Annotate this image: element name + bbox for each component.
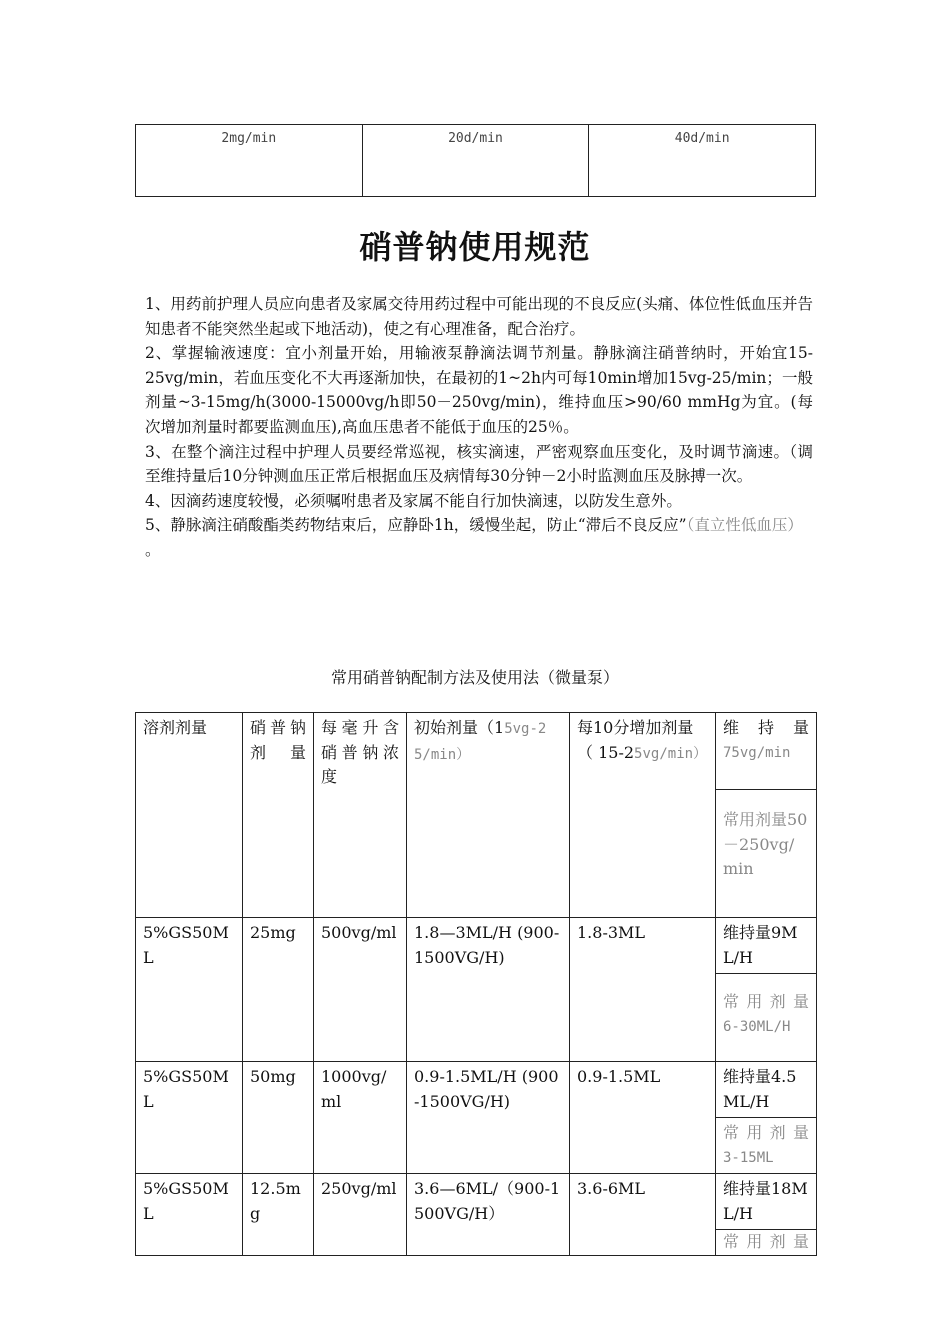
table-cell: 20d/min: [362, 125, 589, 197]
cell-dose: 50mg: [243, 1062, 314, 1174]
header-initial-a: 初始剂量（1: [414, 718, 505, 737]
header-increase-a: 每10分增加剂量（ 15-2: [577, 718, 694, 762]
cell-initial: 0.9-1.5ML/H (900-1500VG/H): [407, 1062, 570, 1174]
header-increase: [570, 713, 716, 918]
cell-solvent: 5%GS50ML: [136, 1062, 243, 1174]
cell-common: [716, 1230, 817, 1256]
cell-common: [716, 974, 817, 1062]
paragraph-2: 2、掌握输液速度：宜小剂量开始，用输液泵静滴法调节剂量。静脉滴注硝普纳时，开始宜15-25vg/min，若血压变化不大再逐渐加快，在最初的1~2h内可每10min增加15vg-25/min；一般剂量~3-15mg/h(3000-15000vg/h即50－250vg/min)，维持血压>90/60 mmHg为宜。(每次增加剂量时都要监测血压),高血压患者不能低于血压的25％。: [145, 344, 813, 436]
table-cell: 2mg/min: [136, 125, 363, 197]
header-dose: 硝普钠剂量: [243, 713, 314, 918]
paragraph-5-text: 5、静脉滴注硝酸酯类药物结束后，应静卧1h，缓慢坐起，防止“滞后不良反应”: [145, 516, 687, 535]
cell-common-label: 常用剂量: [723, 1232, 809, 1251]
header-concentration: 每毫升含硝普钠浓度: [314, 713, 407, 918]
header-increase-b: 5vg/min）: [634, 745, 708, 762]
table-header-row: [136, 713, 817, 790]
cell-common: [716, 1118, 817, 1174]
paragraph-1: 1、用药前护理人员应向患者及家属交待用药过程中可能出现的不良反应(头痛、体位性低血压并告知患者不能突然坐起或下地活动)，使之有心理准备，配合治疗。: [145, 295, 813, 338]
cell-increase: 3.6-6ML: [570, 1174, 716, 1256]
cell-common-label: 常用剂量: [723, 1123, 809, 1142]
header-initial: [407, 713, 570, 918]
cell-initial: 3.6—6ML/（900-1500VG/H）: [407, 1174, 570, 1256]
header-maintain-label: 维持量: [723, 718, 809, 737]
table-row: [136, 1174, 817, 1230]
page-title: 硝普钠使用规范: [359, 228, 591, 266]
table-row: [136, 125, 816, 197]
header-maintain-value: 75vg/min: [723, 744, 791, 761]
cell-common-value: 6-30ML/H: [723, 1018, 791, 1035]
paragraph-4: 4、因滴药速度较慢，必须嘱咐患者及家属不能自行加快滴速，以防发生意外。: [145, 491, 682, 510]
guideline-text: [145, 292, 813, 563]
header-common: 常用剂量50 －250vg/min: [716, 790, 817, 918]
header-initial-b: 5vg-25/min）: [414, 721, 547, 763]
table-row: [136, 918, 817, 974]
cell-maintain: 维持量18ML/H: [716, 1174, 817, 1230]
paragraph-5-note: （直立性低血压）: [686, 516, 803, 535]
cell-increase: 1.8-3ML: [570, 918, 716, 1062]
table-subtitle: 常用硝普钠配制方法及使用法（微量泵）: [330, 668, 619, 687]
header-solvent: 溶剂剂量: [136, 713, 243, 918]
paragraph-3: 3、在整个滴注过程中护理人员要经常巡视，核实滴速，严密观察血压变化，及时调节滴速。（调至维持量后10分钟测血压正常后根据血压及病情每30分钟－2小时监测血压及脉搏一次。: [145, 442, 813, 486]
cell-dose: 12.5mg: [243, 1174, 314, 1256]
cell-maintain: 维持量4.5ML/H: [716, 1062, 817, 1118]
header-maintain: [716, 713, 817, 790]
cell-dose: 25mg: [243, 918, 314, 1062]
cell-concentration: 1000vg/ml: [314, 1062, 407, 1174]
cell-increase: 0.9-1.5ML: [570, 1062, 716, 1174]
cell-initial: 1.8—3ML/H (900-1500VG/H): [407, 918, 570, 1062]
cell-solvent: 5%GS50ML: [136, 918, 243, 1062]
cell-common-value: 3-15ML: [723, 1149, 774, 1166]
cell-concentration: 250vg/ml: [314, 1174, 407, 1256]
table-row: [136, 1062, 817, 1118]
cell-solvent: 5%GS50ML: [136, 1174, 243, 1256]
paragraph-5-end: 。: [145, 540, 161, 559]
table-cell: 40d/min: [589, 125, 816, 197]
preparation-table: [135, 712, 817, 1256]
cell-common-label: 常用剂量: [723, 992, 809, 1011]
paragraph-5: [145, 513, 813, 538]
top-dose-table: [135, 124, 816, 197]
cell-concentration: 500vg/ml: [314, 918, 407, 1062]
cell-maintain: 维持量9ML/H: [716, 918, 817, 974]
